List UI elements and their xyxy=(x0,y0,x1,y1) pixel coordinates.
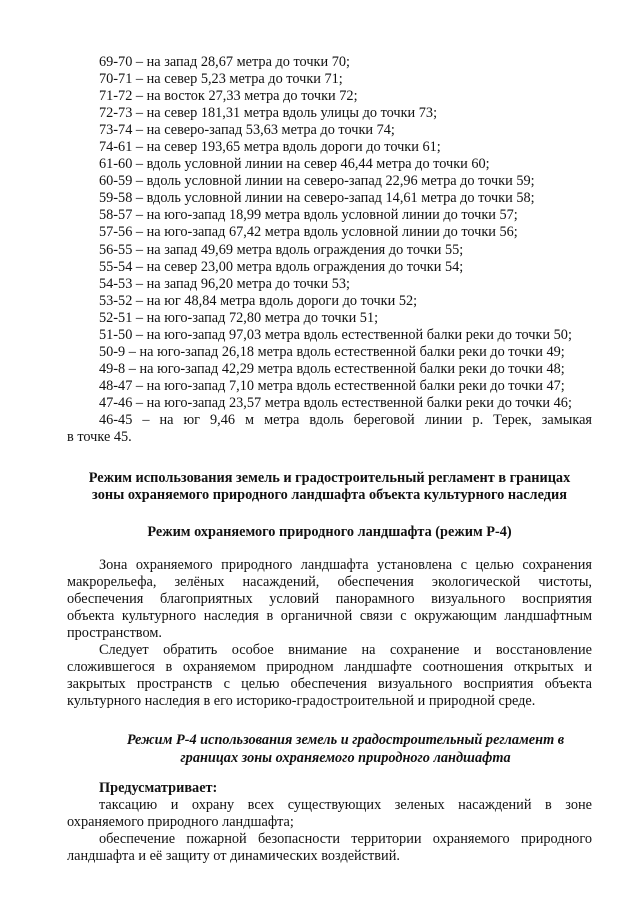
section-heading-main xyxy=(67,470,592,504)
segment-line: 55-54 – на север 23,00 метра вдоль ограждения до точки 54; xyxy=(99,258,464,275)
segment-line: 49-8 – на юго-запад 42,29 метра вдоль естественной балки реки до точки 48; xyxy=(99,360,565,377)
paragraph-provisions xyxy=(67,797,592,865)
paragraph-line: закрытых пространств с целью обеспечения визуального восприятия объекта xyxy=(67,675,592,692)
paragraph-line: пространством. xyxy=(67,624,162,641)
paragraph-line: Зона охраняемого природного ландшафта установлена с целью сохранения xyxy=(99,557,592,573)
mode-heading: Режим охраняемого природного ландшафта (режим Р-4) xyxy=(147,524,512,540)
boundary-segment-list xyxy=(67,54,592,446)
segment-line: 60-59 – вдоль условной линии на северо-запад 22,96 метра до точки 59; xyxy=(99,173,535,190)
regulation-heading-line1: Режим Р-4 использования земель и градостроительный регламент в xyxy=(126,732,565,748)
paragraph-line: макрорельефа, зелёных насаждений, обеспечения экологической чистоты, xyxy=(67,573,592,590)
paragraph-attention xyxy=(67,642,592,710)
paragraph-line: культурного наследия в его историко-градостроительной и природной среде. xyxy=(67,692,536,709)
segment-line: 57-56 – на юго-запад 67,42 метра вдоль условной линии до точки 56; xyxy=(99,224,518,241)
segment-line: 74-61 – на север 193,65 метра вдоль дороги до точки 61; xyxy=(99,139,441,156)
paragraph-zone-purpose xyxy=(67,557,592,642)
paragraph-line: сложившегося в охраняемом природном ландшафте соотношения открытых и xyxy=(67,658,592,675)
regulation-heading-line2: границах зоны охраняемого природного ландшафта xyxy=(180,750,511,766)
segment-line: 48-47 – на юго-запад 7,10 метра вдоль естественной балки реки до точки 47; xyxy=(99,377,565,394)
segment-line: 69-70 – на запад 28,67 метра до точки 70; xyxy=(99,54,350,70)
regulation-heading xyxy=(99,731,592,767)
segment-line: 61-60 – вдоль условной линии на север 46,44 метра до точки 60; xyxy=(99,156,490,173)
paragraph-line: обеспечения благоприятных условий панорамного визуального восприятия xyxy=(67,590,592,607)
segment-line-last: 46-45 – на юг 9,46 м метра вдоль береговой линии р. Терек, замыкая xyxy=(99,411,592,428)
provision-line: охраняемого природного ландшафта; xyxy=(67,813,294,830)
paragraph-line: объекта культурного наследия в органичной связи с окружающим ландшафтным xyxy=(67,607,592,624)
provision-line: обеспечение пожарной безопасности территории охраняемого природного xyxy=(99,830,592,847)
provision-line: таксацию и охрану всех существующих зеленых насаждений в зоне xyxy=(99,797,592,813)
segment-line: 47-46 – на юго-запад 23,57 метра вдоль естественной балки реки до точки 46; xyxy=(99,394,572,411)
segment-line: 53-52 – на юг 48,84 метра вдоль дороги до точки 52; xyxy=(99,292,418,309)
segment-line: 51-50 – на юго-запад 97,03 метра вдоль естественной балки реки до точки 50; xyxy=(99,326,572,343)
segment-line: 50-9 – на юго-запад 26,18 метра вдоль естественной балки реки до точки 49; xyxy=(99,343,565,360)
provision-line: ландшафта и её защиту от динамических воздействий. xyxy=(67,847,400,864)
segment-line: 58-57 – на юго-запад 18,99 метра вдоль условной линии до точки 57; xyxy=(99,207,518,224)
segment-line: 59-58 – вдоль условной линии на северо-запад 14,61 метра до точки 58; xyxy=(99,190,535,207)
paragraph-line: Следует обратить особое внимание на сохранение и восстановление xyxy=(99,642,592,658)
segment-line: 73-74 – на северо-запад 53,63 метра до точки 74; xyxy=(99,122,395,139)
segment-line: 72-73 – на север 181,31 метра вдоль улицы до точки 73; xyxy=(99,105,438,122)
segment-line: 52-51 – на юго-запад 72,80 метра до точки 51; xyxy=(99,309,379,326)
segment-line: 54-53 – на запад 96,20 метра до точки 53; xyxy=(99,275,350,292)
segment-line: 71-72 – на восток 27,33 метра до точки 72; xyxy=(99,88,358,105)
segment-line: 56-55 – на запад 49,69 метра вдоль ограждения до точки 55; xyxy=(99,241,464,258)
segment-line-tail: в точке 45. xyxy=(67,429,132,446)
provides-label: Предусматривает: xyxy=(99,780,218,796)
section-heading-main-line2: зоны охраняемого природного ландшафта объекта культурного наследия xyxy=(92,487,567,503)
segment-line: 70-71 – на север 5,23 метра до точки 71; xyxy=(99,71,343,88)
section-heading-main-line1: Режим использования земель и градостроительный регламент в границах xyxy=(88,470,571,486)
